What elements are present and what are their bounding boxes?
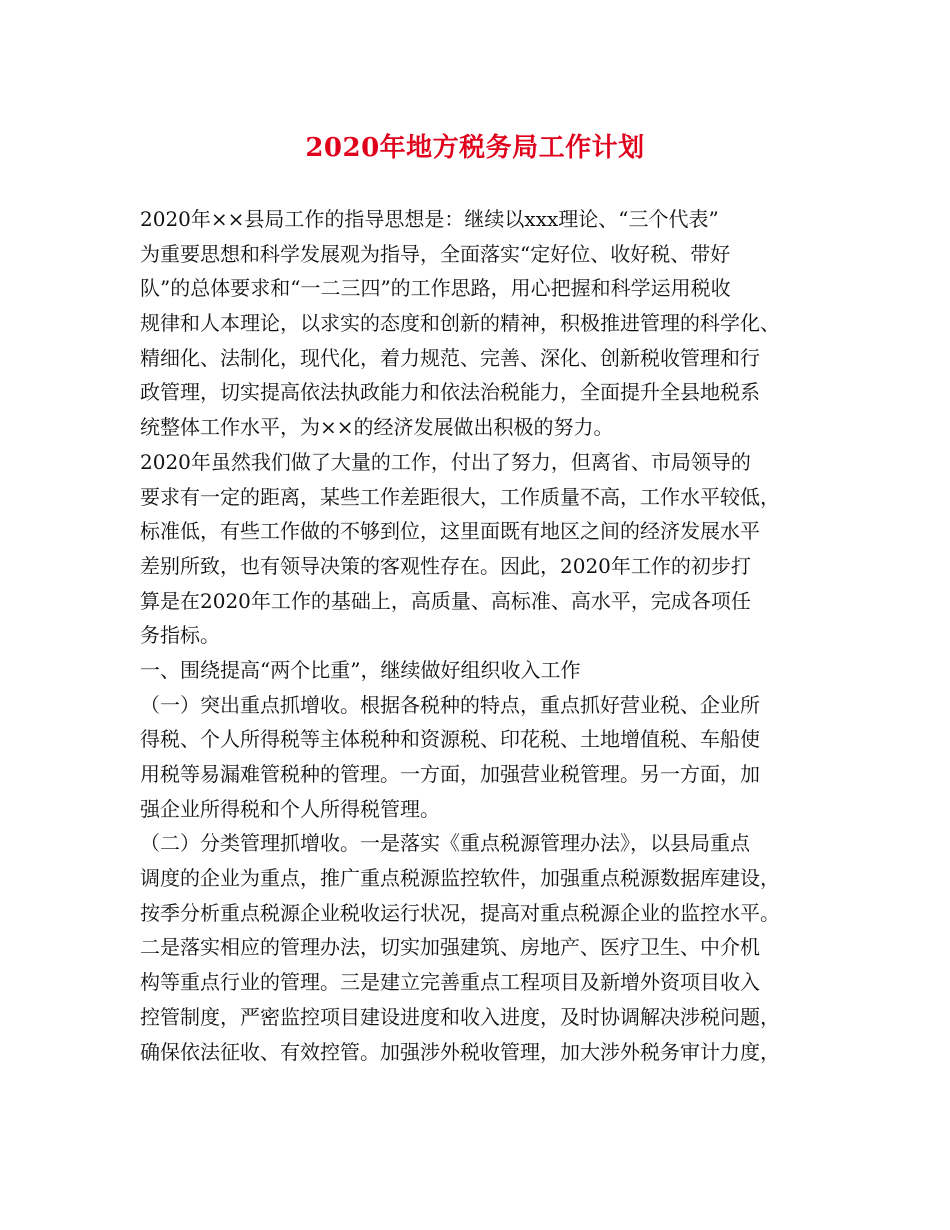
body-line: 为重要思想和科学发展观为指导，全面落实“定好位、收好税、带好 <box>140 241 731 266</box>
section-heading: 一、围绕提高“两个比重”，继续做好组织收入工作 <box>140 657 581 682</box>
body-line: 2020年××县局工作的指导思想是：继续以xxx理论、“三个代表” <box>140 207 719 231</box>
document-body <box>140 202 820 1069</box>
body-line: 用税等易漏难管税种的管理。一方面，加强营业税管理。另一方面，加 <box>140 762 760 786</box>
body-line: 精细化、法制化，现代化，着力规范、完善、深化、创新税收管理和行 <box>140 345 760 370</box>
body-line: （二）分类管理抓增收。一是落实《重点税源管理办法》，以县局重点 <box>140 831 750 856</box>
body-line: （一）突出重点抓增收。根据各税种的特点，重点抓好营业税、企业所 <box>140 692 760 717</box>
body-line: 控管制度，严密监控项目建设进度和收入进度，及时协调解决涉税问题， <box>140 1004 780 1029</box>
body-line: 算是在2020年工作的基础上，高质量、高标准、高水平，完成各项任 <box>140 588 751 613</box>
body-line: 按季分析重点税源企业税收运行状况，提高对重点税源企业的监控水平。 <box>140 900 780 925</box>
body-line: 二是落实相应的管理办法，切实加强建筑、房地产、医疗卫生、中介机 <box>140 935 760 960</box>
body-line: 2020年虽然我们做了大量的工作，付出了努力，但离省、市局领导的 <box>140 449 751 474</box>
body-line: 统整体工作水平，为××的经济发展做出积极的努力。 <box>140 415 614 440</box>
body-line: 得税、个人所得税等主体税种和资源税、印花税、土地增值税、车船使 <box>140 727 760 752</box>
body-line: 差别所致，也有领导决策的客观性存在。因此，2020年工作的初步打 <box>140 553 751 578</box>
body-line: 务指标。 <box>140 623 220 648</box>
body-line: 标准低，有些工作做的不够到位，这里面既有地区之间的经济发展水平 <box>140 519 760 544</box>
body-line: 强企业所得税和个人所得税管理。 <box>140 796 440 821</box>
body-line: 确保依法征收、有效控管。加强涉外税收管理，加大涉外税务审计力度， <box>140 1039 780 1064</box>
body-line: 调度的企业为重点，推广重点税源监控软件，加强重点税源数据库建设， <box>140 866 780 891</box>
body-line: 队”的总体要求和“一二三四”的工作思路，用心把握和科学运用税收 <box>140 276 731 301</box>
body-line: 构等重点行业的管理。三是建立完善重点工程项目及新增外资项目收入 <box>140 970 760 995</box>
body-line: 要求有一定的距离，某些工作差距很大，工作质量不高，工作水平较低， <box>140 484 780 509</box>
body-line: 政管理，切实提高依法执政能力和依法治税能力，全面提升全县地税系 <box>140 380 760 405</box>
document-title: 2020年地方税务局工作计划 <box>305 133 645 163</box>
body-line: 规律和人本理论，以求实的态度和创新的精神，积极推进管理的科学化、 <box>140 311 780 336</box>
